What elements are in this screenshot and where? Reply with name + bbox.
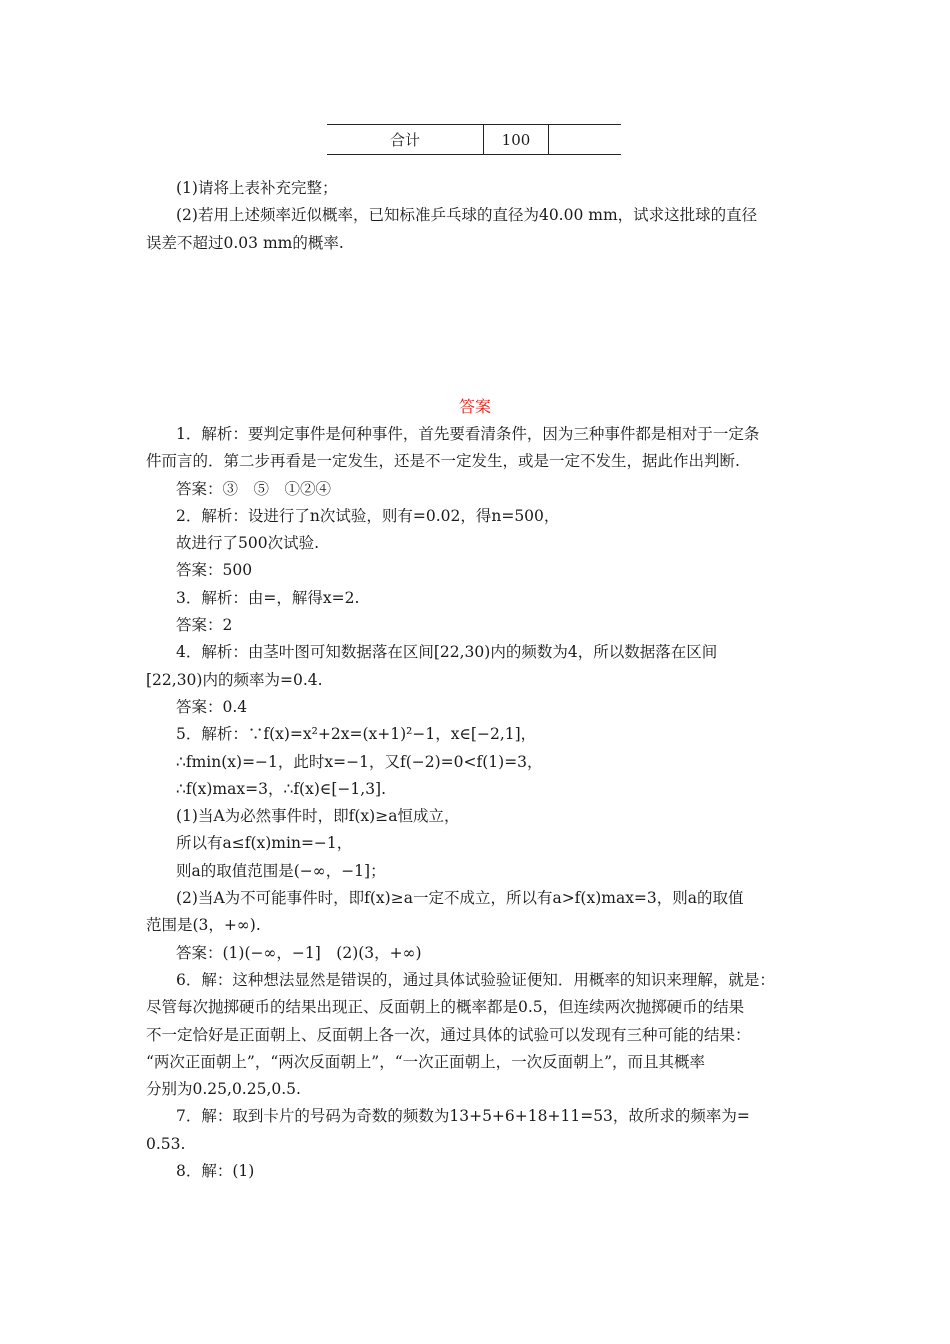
answer-line: 4．解析：由茎叶图可知数据落在区间[22,30)内的频数为4，所以数据落在区间 (176, 643, 718, 662)
answer-line: 答案：(1)(−∞，−1] (2)(3，+∞) (176, 943, 422, 962)
answer-line: 尽管每次抛掷硬币的结果出现正、反面朝上的概率都是0.5，但连续两次抛掷硬币的结果 (146, 998, 745, 1017)
answer-line: 5．解析：∵f(x)=x²+2x=(x+1)²−1，x∈[−2,1]， (176, 725, 537, 744)
answer-line: 8．解：(1) (176, 1162, 255, 1181)
answer-line: 不一定恰好是正面朝上、反面朝上各一次，通过具体的试验可以发现有三种可能的结果： (146, 1025, 751, 1044)
answer-line: 则a的取值范围是(−∞，−1]； (176, 861, 386, 880)
question-line: 误差不超过0.03 mm的概率. (146, 233, 344, 252)
answers-title: 答案 (458, 397, 491, 416)
question-line: (1)请将上表补充完整； (176, 179, 338, 197)
empty-cell (549, 125, 622, 155)
answer-line: 范围是(3，+∞). (146, 916, 261, 935)
answer-line: 6．解：这种想法显然是错误的，通过具体试验验证便知．用概率的知识来理解，就是： (176, 970, 775, 989)
answer-line: 答案：③ ⑤ ①②④ (176, 479, 332, 498)
answer-line: ∴f(x)max=3，∴f(x)∈[−1,3]. (176, 779, 387, 798)
answer-line: 7．解：取到卡片的号码为奇数的频数为13+5+6+18+11=53，故所求的频率为= (176, 1107, 750, 1126)
answer-line: 故进行了500次试验. (176, 534, 320, 553)
total-row-table (327, 124, 621, 155)
table-row (327, 125, 621, 155)
total-value-cell: 100 (484, 125, 549, 155)
answer-line: “两次正面朝上”，“两次反面朝上”，“一次正面朝上，一次反面朝上”，而且其概率 (146, 1052, 706, 1071)
answer-line: 所以有a≤f(x)min=−1， (176, 834, 353, 853)
answer-line: [22,30)内的频率为=0.4. (146, 670, 323, 689)
total-label-cell: 合计 (327, 125, 484, 155)
answer-line: 答案：500 (176, 561, 253, 580)
question-block (146, 175, 810, 257)
answer-line: 答案：0.4 (176, 697, 248, 716)
answer-line: 分别为0.25,0.25,0.5. (146, 1080, 301, 1099)
answer-line: 件而言的．第二步再看是一定发生，还是不一定发生，或是一定不发生，据此作出判断. (146, 452, 740, 471)
answers-block (146, 421, 810, 1185)
answer-line: ∴fmin(x)=−1，此时x=−1，又f(−2)=0<f(1)=3， (176, 752, 543, 771)
question-line: (2)若用上述频率近似概率，已知标准乒乓球的直径为40.00 mm，试求这批球的直径 (176, 206, 758, 225)
answer-line: 答案：2 (176, 616, 233, 635)
answer-line: 2．解析：设进行了n次试验，则有=0.02，得n=500， (176, 506, 560, 525)
answer-line: (1)当A为必然事件时，即f(x)≥a恒成立， (176, 807, 460, 826)
answer-line: 3．解析：由=，解得x=2. (176, 588, 360, 607)
answer-line: 1．解析：要判定事件是何种事件，首先要看清条件，因为三种事件都是相对于一定条 (176, 425, 760, 443)
answer-line: (2)当A为不可能事件时，即f(x)≥a一定不成立，所以有a>f(x)max=3，则a的取值 (176, 889, 744, 908)
answer-line: 0.53. (146, 1134, 186, 1153)
